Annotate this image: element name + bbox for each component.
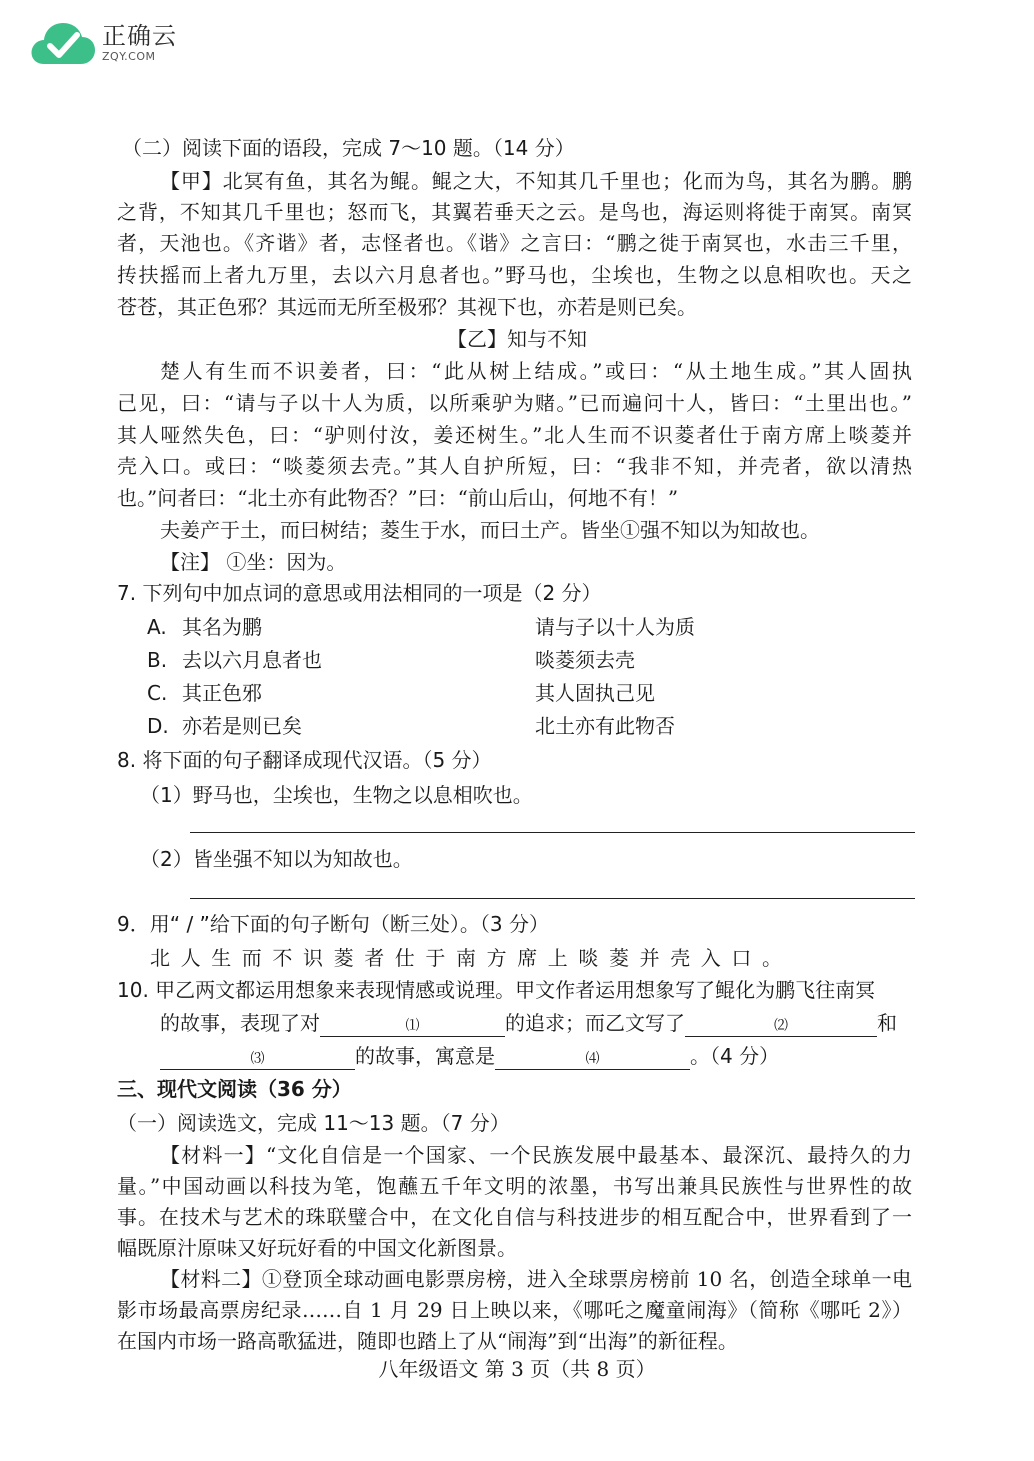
brand-domain: ZQY.COM <box>102 50 156 63</box>
jia-line-4: 抟扶摇而上者九万里，去以六月息者也。”野马也，尘埃也，生物之以息相吹也。天之 <box>117 263 912 287</box>
q7-option-a-right: 请与子以十人为质 <box>535 615 695 639</box>
q7-option-a-left: 其名为鹏 <box>182 615 262 639</box>
material1-line-3: 事。在技术与艺术的珠联璧合中，在文化自信与科技进步的相互配合中，世界看到了一 <box>117 1205 912 1229</box>
annotation-note: 【注】 ①坐：因为。 <box>160 550 347 574</box>
q7-option-c-right: 其人固执己见 <box>535 681 655 705</box>
yi-line-3: 其人哑然失色，曰：“驴则付汝，姜还树生。”北人生而不识菱者仕于南方席上啖菱并 <box>117 423 912 447</box>
q7-option-b-right: 啖菱须去壳 <box>535 648 635 672</box>
q10-line-2 <box>160 1010 897 1037</box>
material2-line-3: 在国内市场一路高歌猛进，随即也踏上了从“闹海”到“出海”的新征程。 <box>117 1329 738 1353</box>
section-two-heading: （二）阅读下面的语段，完成 7～10 题。（14 分） <box>122 136 575 160</box>
material2-line-1: 【材料二】①登顶全球动画电影票房榜，进入全球票房榜前 10 名，创造全球单一电 <box>160 1267 912 1291</box>
q8-sub2: （2）皆坐强不知以为知故也。 <box>140 847 413 871</box>
yi-line-5: 也。”问者曰：“北土亦有此物否？”曰：“前山后山，何地不有！” <box>117 486 679 510</box>
q7-option-c-label: C. <box>147 681 168 705</box>
material2-line-2: 影市场最高票房纪录……自 1 月 29 日上映以来，《哪吒之魔童闹海》（简称《哪吒 2》） <box>117 1298 912 1322</box>
q7-option-a-label: A. <box>147 615 167 639</box>
q8-answer-line-2[interactable] <box>190 898 915 899</box>
q8-stem: 8. 将下面的句子翻译成现代汉语。（5 分） <box>117 748 492 772</box>
q7-option-d-left: 亦若是则已矣 <box>182 714 302 738</box>
q7-option-d-label: D. <box>147 714 169 738</box>
yi-line-4: 壳入口。或曰：“啖菱须去壳。”其人自护所短，曰：“我非不知，并壳者，欲以清热 <box>117 454 912 478</box>
section-three-heading: 三、现代文阅读（36 分） <box>117 1077 352 1101</box>
q10-blank-2[interactable]: ⑵ <box>685 1016 877 1037</box>
q10-blank-3[interactable]: ⑶ <box>160 1049 355 1070</box>
q7-option-d-right: 北土亦有此物否 <box>535 714 675 738</box>
q9-sentence: 北人生而不识菱者仕于南方席上啖菱并壳入口。 <box>150 946 793 970</box>
material1-line-1: 【材料一】“文化自信是一个国家、一个民族发展中最基本、最深沉、最持久的力 <box>160 1143 912 1167</box>
yi-line-1: 楚人有生而不识姜者，曰：“此从树上结成。”或曰：“从土地生成。”其人固执 <box>160 359 912 383</box>
material1-line-4: 幅既原汁原味又好玩好看的中国文化新图景。 <box>117 1236 517 1260</box>
page-footer: 八年级语文 第 3 页（共 8 页） <box>378 1357 656 1381</box>
material1-line-2: 量。”中国动画以科技为笔，饱蘸五千年文明的浓墨，书写出兼具民族性与世界性的故 <box>117 1174 912 1198</box>
cloud-check-icon <box>30 18 96 68</box>
brand-logo <box>30 18 177 68</box>
yi-title: 【乙】知与不知 <box>447 327 587 351</box>
q10-text-b: 的追求；而乙文写了 <box>505 1011 685 1035</box>
q7-option-c-left: 其正色邪 <box>182 681 262 705</box>
q10-line-1: 10. 甲乙两文都运用想象来表现情感或说理。甲文作者运用想象写了鲲化为鹏飞往南冥 <box>117 978 876 1002</box>
q8-answer-line-1[interactable] <box>190 832 915 833</box>
q10-text-a: 的故事，表现了对 <box>160 1011 320 1035</box>
section-three-subheading: （一）阅读选文，完成 11～13 题。（7 分） <box>117 1111 510 1135</box>
q9-stem: 9．用“ / ”给下面的句子断句（断三处）。（3 分） <box>117 912 549 936</box>
yi-line-2: 己见，曰：“请与子以十人为质，以所乘驴为赌。”已而遍问十人，皆曰：“土里出也。” <box>117 391 912 415</box>
jia-line-1: 【甲】北冥有鱼，其名为鲲。鲲之大，不知其几千里也；化而为鸟，其名为鹏。鹏 <box>160 169 912 193</box>
q10-text-e: 。（4 分） <box>690 1044 780 1068</box>
q7-option-b-label: B. <box>147 648 168 672</box>
jia-line-2: 之背，不知其几千里也；怒而飞，其翼若垂天之云。是鸟也，海运则将徙于南冥。南冥 <box>117 200 912 224</box>
jia-line-3: 者，天池也。《齐谐》者，志怪者也。《谐》之言曰：“鹏之徙于南冥也，水击三千里， <box>117 231 912 255</box>
jia-line-5: 苍苍，其正色邪？其远而无所至极邪？其视下也，亦若是则已矣。 <box>117 295 697 319</box>
q7-option-b-left: 去以六月息者也 <box>182 648 322 672</box>
q7-stem: 7. 下列句中加点词的意思或用法相同的一项是（2 分） <box>117 581 602 605</box>
q10-text-d: 的故事，寓意是 <box>355 1044 495 1068</box>
q10-blank-1[interactable]: ⑴ <box>320 1016 505 1037</box>
q10-line-3 <box>160 1043 779 1070</box>
q10-blank-4[interactable]: ⑷ <box>495 1049 690 1070</box>
q10-text-c: 和 <box>877 1011 897 1035</box>
brand-name: 正确云 <box>102 22 177 50</box>
yi-line-6: 夫姜产于土，而曰树结；菱生于水，而曰土产。皆坐①强不知以为知故也。 <box>160 518 820 542</box>
q8-sub1: （1）野马也，尘埃也，生物之以息相吹也。 <box>140 783 533 807</box>
